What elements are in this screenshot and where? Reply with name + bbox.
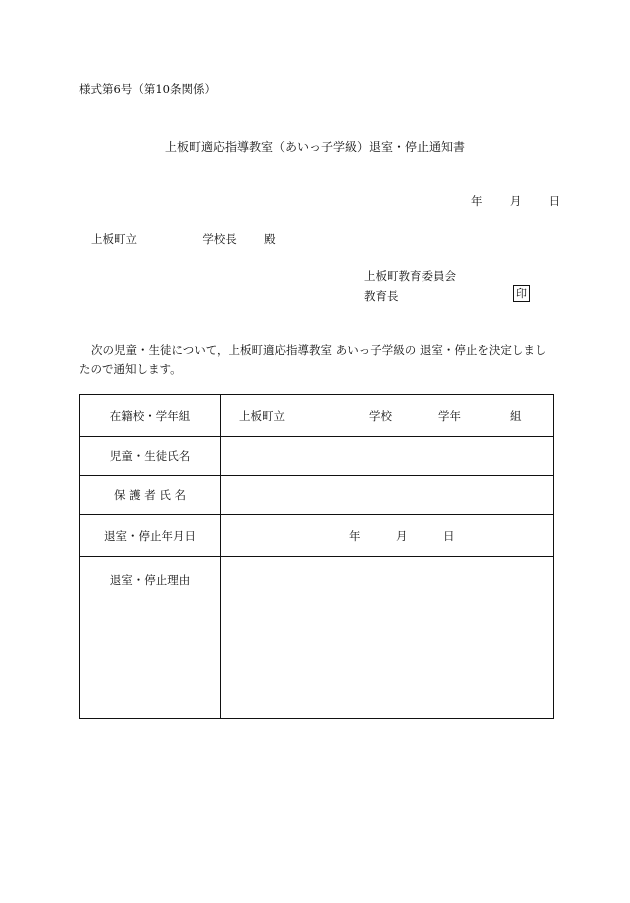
- school-text: 学校: [369, 408, 392, 423]
- school-town-text: 上板町立: [239, 408, 285, 423]
- date-month-label: 月: [509, 194, 522, 208]
- withdrawal-date-cell: [221, 515, 554, 557]
- guardian-name-label: 保 護 者 氏 名: [80, 476, 221, 515]
- withdrawal-year-text: 年: [349, 528, 361, 543]
- recipient-honorific: 殿: [264, 232, 276, 246]
- withdrawal-reason-cell: [221, 557, 554, 719]
- withdrawal-day-text: 日: [443, 528, 455, 543]
- seal-mark: 印: [513, 285, 530, 302]
- guardian-name-cell: [221, 476, 554, 515]
- table-row: [80, 437, 554, 476]
- table-row: [80, 476, 554, 515]
- notice-table: [79, 394, 554, 719]
- school-class-cell: [221, 395, 554, 437]
- table-row: [80, 515, 554, 557]
- recipient-prefix: 上板町立: [91, 232, 137, 246]
- recipient-line: [91, 231, 276, 247]
- date-day-label: 日: [548, 194, 561, 208]
- table-row: [80, 395, 554, 437]
- withdrawal-month-text: 月: [396, 528, 408, 543]
- class-text: 組: [510, 408, 522, 423]
- grade-text: 学年: [438, 408, 461, 423]
- student-name-label: 児童・生徒氏名: [80, 437, 221, 476]
- form-number: 様式第6号（第10条関係）: [79, 82, 216, 96]
- notice-body: 次の児童・生徒について，上板町適応指導教室 あいっ子学級の 退室・停止を決定しましたので通知します。: [79, 343, 547, 376]
- issue-date: [471, 193, 560, 209]
- document-title: 上板町適応指導教室（あいっ子学級）退室・停止通知書: [164, 140, 465, 154]
- withdrawal-date-label: 退室・停止年月日: [80, 515, 221, 557]
- student-name-cell: [221, 437, 554, 476]
- table-row: [80, 557, 554, 719]
- sender-organization: 上板町教育委員会: [364, 269, 456, 283]
- recipient-role: 学校長: [202, 232, 237, 246]
- school-class-label: 在籍校・学年組: [80, 395, 221, 437]
- withdrawal-reason-label: 退室・停止理由: [80, 557, 221, 719]
- date-year-label: 年: [471, 194, 483, 208]
- sender-title: 教育長: [364, 289, 399, 303]
